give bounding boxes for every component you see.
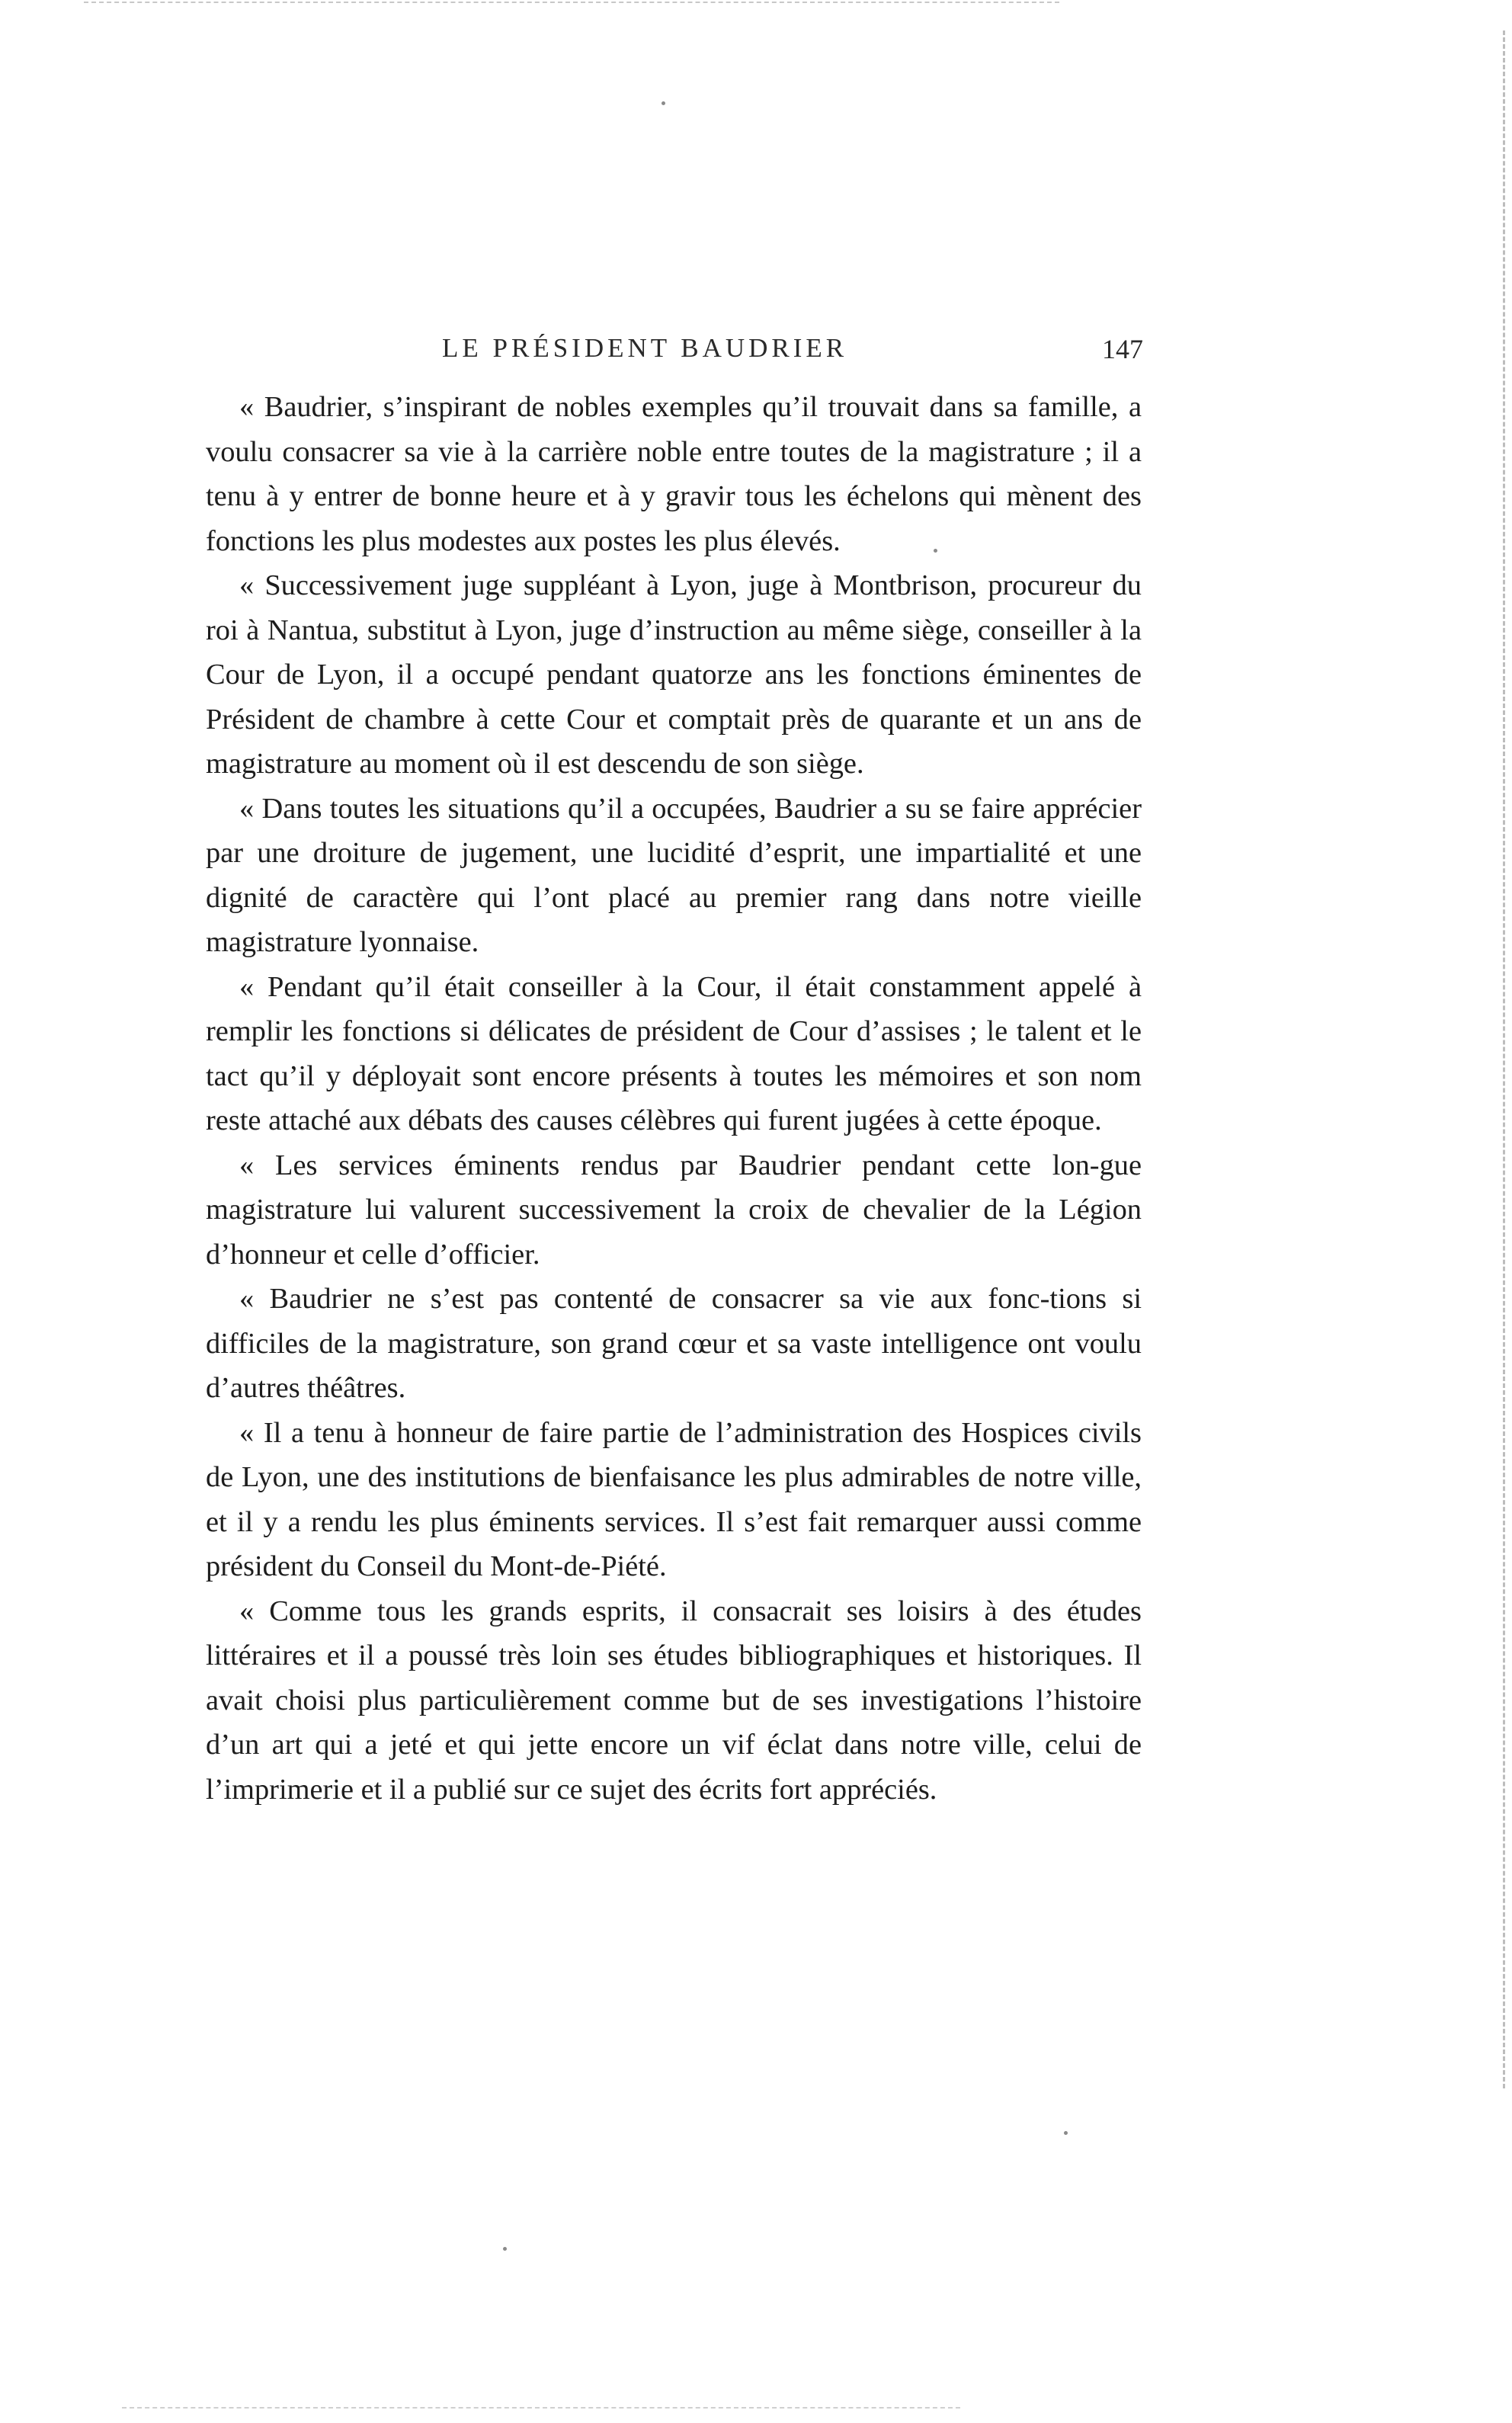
paragraph: « Les services éminents rendus par Baudrier pendant cette lon-gue magistrature lui valurent successivement la croix de chevalier de la Légion d’honneur et celle d’officier. (206, 1149, 1142, 1271)
paragraph: « Baudrier ne s’est pas contenté de consacrer sa vie aux fonc-tions si difficiles de la magistrature, son grand cœur et sa vaste intelligence ont voulu d’autres théâtres. (206, 1283, 1142, 1404)
running-title: LE PRÉSIDENT BAUDRIER (442, 333, 848, 363)
paragraph: « Dans toutes les situations qu’il a occupées, Baudrier a su se faire apprécier par une droiture de jugement, une lucidité d’esprit, une impartialité et une dignité de caractère qui l’ont placé au premier rang dans notre vieille magistrature lyonnaise. (206, 792, 1142, 958)
scan-speck (662, 101, 665, 105)
paragraph: « Comme tous les grands esprits, il consacrait ses loisirs à des études littéraires et il a poussé très loin ses études bibliographiques et historiques. Il avait choisi plus particulièrement comme but de ses investigations l’histoire d’un art qui a jeté et qui jette encore un vif éclat dans notre ville, celui de l’imprimerie et il a publié sur ce sujet des écrits fort appréciés. (206, 1595, 1142, 1806)
paragraph: « Il a tenu à honneur de faire partie de l’administration des Hospices civils de Lyon, une des institutions de bienfaisance les plus admirables de notre ville, et il y a rendu les plus éminents services. Il s’est fait remarquer aussi comme président du Conseil du Mont-de-Piété. (206, 1416, 1142, 1582)
scan-edge-right (1503, 30, 1505, 2088)
paragraph: « Successivement juge suppléant à Lyon, juge à Montbrison, procureur du roi à Nantua, substitut à Lyon, juge d’instruction au même siège, conseiller à la Cour de Lyon, il a occupé pendant quatorze ans les fonctions éminentes de Président de chambre à cette Cour et comptait près de quarante et un ans de magistrature au moment où il est descendu de son siège. (206, 569, 1142, 780)
body-text (206, 385, 1142, 1812)
paragraph: « Pendant qu’il était conseiller à la Cour, il était constamment appelé à remplir les fonctions si délicates de président de Cour d’assises ; le talent et le tact qu’il y déployait sont encore présents à toutes les mémoires et son nom reste attaché aux débats des causes célèbres qui furent jugées à cette époque. (206, 970, 1142, 1136)
scan-speck (503, 2247, 507, 2251)
paragraph: « Baudrier, s’inspirant de nobles exemples qu’il trouvait dans sa famille, a voulu consacrer sa vie à la carrière noble entre toutes de la magistrature ; il a tenu à y entrer de bonne heure et à y gravir tous les échelons qui mènent des fonctions les plus modestes aux postes les plus élevés. (206, 391, 1142, 557)
scan-speck (1064, 2131, 1068, 2135)
scan-edge-bottom (122, 2407, 960, 2409)
page-header (206, 333, 1143, 371)
page-number: 147 (1102, 334, 1143, 364)
scan-edge-top (84, 2, 1059, 3)
